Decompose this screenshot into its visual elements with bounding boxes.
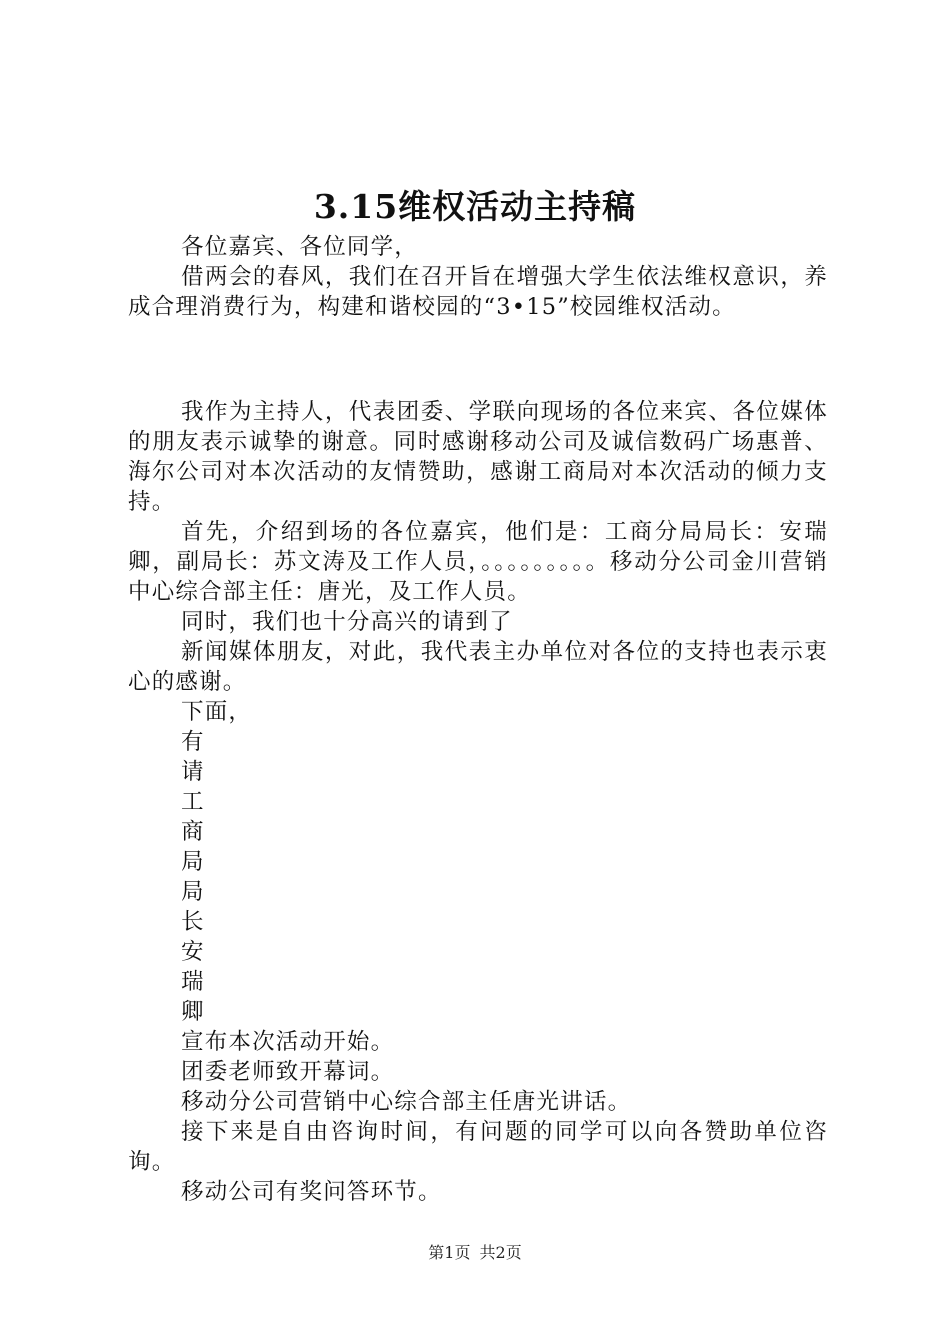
page-footer	[0, 1242, 950, 1264]
paragraph: 局	[181, 849, 205, 875]
paragraph: 首先，介绍到场的各位嘉宾，他们是：工商分局局长：安瑞卿，副局长：苏文涛及工作人员，。。。。。。。。。移动分公司金川营销中心综合部主任：唐光，及工作人员。	[128, 519, 828, 605]
paragraph: 团委老师致开幕词。	[181, 1059, 395, 1085]
paragraph: 局	[181, 879, 205, 905]
paragraph: 商	[181, 819, 205, 845]
page-number: 第1页	[428, 1243, 471, 1262]
document-body	[128, 232, 828, 1207]
paragraph: 同时，我们也十分高兴的请到了	[181, 609, 513, 635]
paragraph: 宣布本次活动开始。	[181, 1029, 395, 1055]
paragraph: 卿	[181, 999, 205, 1025]
page-total: 共2页	[479, 1243, 522, 1262]
paragraph: 移动公司有奖问答环节。	[181, 1179, 442, 1205]
paragraph: 长	[181, 909, 205, 935]
paragraph: 接下来是自由咨询时间，有问题的同学可以向各赞助单位咨询。	[128, 1119, 828, 1175]
paragraph: 下面，	[181, 699, 253, 725]
paragraph: 我作为主持人，代表团委、学联向现场的各位来宾、各位媒体的朋友表示诚挚的谢意。同时感谢移动公司及诚信数码广场惠普、海尔公司对本次活动的友情赞助，感谢工商局对本次活动的倾力支持。	[128, 399, 828, 515]
blank-line	[128, 345, 828, 375]
paragraph: 请	[181, 759, 205, 785]
paragraph: 有	[181, 729, 205, 755]
paragraph: 安	[181, 939, 205, 965]
paragraph: 借两会的春风，我们在召开旨在增强大学生依法维权意识，养成合理消费行为，构建和谐校园的“3•15”校园维权活动。	[128, 264, 828, 320]
paragraph: 新闻媒体朋友，对此，我代表主办单位对各位的支持也表示衷心的感谢。	[128, 639, 828, 695]
paragraph: 各位嘉宾、各位同学，	[181, 234, 419, 260]
document-title: 3.15维权活动主持稿	[313, 187, 637, 226]
paragraph: 工	[181, 789, 205, 815]
paragraph: 瑞	[181, 969, 205, 995]
paragraph: 移动分公司营销中心综合部主任唐光讲话。	[181, 1089, 632, 1115]
